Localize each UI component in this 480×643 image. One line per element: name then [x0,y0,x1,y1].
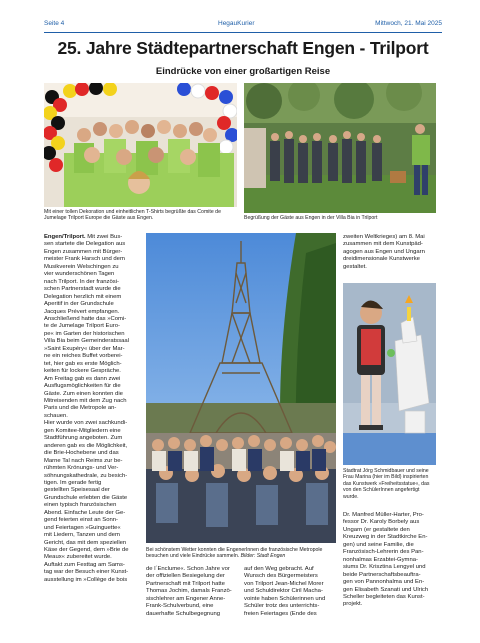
column-3-line: und Schuldirektor Ciril Macha- [244,588,323,595]
column-4-line: gen von Pannonhalma und En- [343,579,425,586]
column-4-line: zweiten Weltkrieges) am 8. Mai [343,234,425,240]
column-4-line: agogen aus Engen und Ungarn [343,248,425,255]
column-1-line: Jacques Prévert empfangen. [44,308,120,315]
column-3-line: freien Feiertages (Ende des [244,610,317,617]
column-1-line: Grundschule erlebten die Gäste [44,494,128,501]
column-1-line: schauen. [44,412,68,419]
column-1-line: anderen gab es die Möglichkeit, [44,442,128,449]
column-2-line: der offiziellen Besiegelung der [146,573,225,580]
page-number: Seite 4 [44,20,65,27]
column-4-line: Scheller begleiteten das Kunst- [343,593,425,600]
column-1-line: Am Freitag gab es dann zwei [44,375,121,382]
column-1-line: gen Komitee-Mitgliedern eine [44,427,121,434]
column-3-line: von Trilport Jean-Michel Morer [244,580,324,587]
column-1-line: tigen. Im gerade fertig [44,479,102,486]
header-rule [44,32,442,33]
column-1-line: die Brie-Hochebene und das [44,450,119,457]
publication-date: Mittwoch, 21. Mai 2025 [375,20,442,27]
column-2-line: Thomas Jochim, damals Franzö- [146,588,232,595]
article-column-4-bottom [343,512,436,609]
column-1-line: Hier wurde von zwei sachkundi- [44,420,128,427]
column-1-line: vier wunderschönen Tagen [44,271,115,278]
column-1-line: sen startete die Delegation aus [44,241,126,248]
column-4-line: gen) und seine Familie, die [343,541,414,548]
column-3-line: Wunsch des Bürgermeisters [244,573,318,580]
column-4-line: gen Elisabeth Szanati und Ulrich [343,586,429,593]
column-1-line: mit Liedern, Tanzen und dem [44,532,120,539]
column-1-line: pe« im Garten der historischen [44,330,125,337]
publication-name: HegauKurier [218,20,255,27]
column-4-line: gestaltet. [343,263,367,270]
column-1-line: Aperitif in der Grundschule [44,301,114,308]
column-2-line: sischlehrer am Engener Anne- [146,595,226,602]
column-2-line: Frank-Schulverbund, eine [146,603,214,610]
column-1-line: tag war der Besuch einer Kunst- [44,569,129,576]
article-title: 25. Jahre Städtepartnerschaft Engen - Trilport [57,38,429,58]
column-1-line: te de Jumelage Trilport Euro- [44,323,120,330]
column-1-line: Engen zusammen mit Bürger- [44,248,123,255]
column-4-line: dreidimensionale Kunstwerke [343,256,420,263]
column-1-line: gend feierten einst an Sonn- [44,517,119,524]
column-1-line: söhnungskathedrale, zu besich- [44,472,128,479]
column-4-line: nonhalmas Erzabtei-Gymna- [343,556,418,563]
column-1-line: ne ein reiches Buffet vorberei- [44,353,123,360]
column-1-line: Musikverein Welschingen zu [44,263,119,270]
caption-eiffel-photo [146,547,336,560]
article-subtitle: Eindrücke von einer großartigen Reise [155,66,331,77]
column-4-line: projekt. [343,601,363,608]
column-4-line: siums Dr. Krisztina Lengyel und [343,564,426,571]
column-3-line: vointe haben Schülerinnen und [244,595,326,602]
column-4-line: Kreuzweg in der Stadtkirche En- [343,534,428,541]
column-1-line: keiten für lockere Gespräche. [44,368,121,375]
column-1-line: Engen/Trilport. Mit zwei Bus- [44,234,123,240]
column-1-line: schen Partnerstadt wurde die [44,286,121,293]
caption-group-photo: Mit einer tollen Dekoration und einheitlichen T-Shirts begrüßte das Comite de Jumelage Trilport Europe die Gäste aus Engen. [44,209,221,222]
caption-eiffel-text: Bei schönstem Wetter konnten die EngenerInnen die französische Metropole besuchen und viele Eindrücke sammeln. [146,547,323,560]
column-1-line: Marne Tal nach Reims zur be- [44,457,123,464]
photo-credit: Bilder: Stadt Engen [240,553,286,560]
column-1-line: Anschließend hatte das »Comi- [44,315,127,322]
column-1-line: ausstellung im »Collège de bois [44,576,128,583]
column-1-line: Gäste. Zum einen konnten die [44,390,123,397]
column-2-line: dauerhafte Schulbegegnung [146,610,221,617]
caption-artwork-photo: Stadtrat Jörg Schmidbauer und seine Frau Marina (hier im Bild) inspirierten das Kunstwerk »Freiheitsstatue«, das von den SchülerInnen angefertigt wurde. [343,468,430,500]
column-4-line: beide Partnerschaftsbeauftra- [343,571,421,578]
caption-villa-photo: Begrüßung der Gäste aus Engen in der Villa Bia in Trilport [244,215,378,221]
column-1-line: gestellten Speisesaal der [44,487,110,494]
photo-group-balloons [44,83,237,207]
column-4-line: fessor Dr. Karoly Borbely aus [343,519,420,526]
article-dateline: Engen/Trilport. [44,234,86,240]
article-column-3 [244,566,337,618]
column-1-line: Delegation herzlich mit einem [44,293,122,300]
column-1-line: Meaux« zubereitet wurde. [44,554,112,561]
column-1-line: tet, hier gab es erste Möglich- [44,360,122,367]
article-column-1 [44,234,141,584]
article-column-4-top [343,234,436,271]
column-2-line: de l´Enclume«. Schon Jahre vor [146,566,230,572]
column-1-line: »Saint Exupéry« über der Mar- [44,345,125,352]
article-column-2 [146,566,239,618]
column-1-line: Auftakt zum Festtag am Sams- [44,561,125,568]
photo-artwork-statue [343,283,436,465]
column-1-line: rühmten Krönungs- und Ver- [44,465,119,472]
column-4-line: Ungarn (er gestaltete den [343,526,410,533]
column-3-line: auf den Weg gebracht. Auf [244,566,314,572]
column-3-line: Schüler trotz des unterrichts- [244,603,320,610]
column-2-line: Partnerschaft mit Trilport hatte [146,580,225,587]
column-4-line: Französisch-Lehrerin des Pan- [343,549,424,556]
column-1-line: meister Frank Harsch und dem [44,256,125,263]
column-1-line: und Feiertagen »Guinguette« [44,524,121,531]
column-4-line: Dr. Manfred Müller-Harter, Pro- [343,512,424,518]
column-1-line: nach Trilport. In der französi- [44,278,119,285]
photo-eiffel-tower [146,233,336,543]
column-1-line: Paris und die Metropole an- [44,405,117,412]
photo-villa-garden [244,83,436,213]
column-1-line: einen typisch französischen [44,502,117,509]
column-1-line: Gericht, das mit dem speziellen [44,539,127,546]
column-1-line: Ausflugsmöglichkeiten für die [44,383,121,390]
column-1-line: Abend. Einfache Leute der Ge- [44,509,126,516]
column-1-line: Mitreisenden mit dem Zug nach [44,397,127,404]
column-1-line: Käse der Gegend, dem »Brie de [44,547,129,554]
column-1-line: Stadtführung angeboten. Zum [44,435,123,442]
column-4-line: zusammen mit dem Kunstpäd- [343,241,423,248]
column-1-line: Villa Bia beim Gemeinderatssaal [44,338,130,345]
